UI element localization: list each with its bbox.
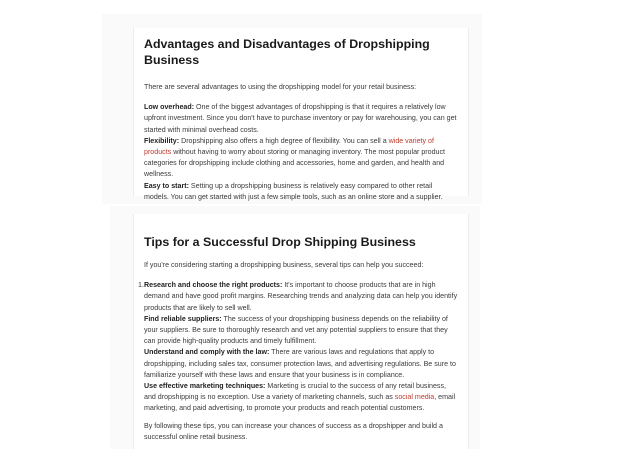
list-item-research-products (138, 280, 458, 314)
wide-variety-link[interactable]: wide variety of products (144, 136, 434, 157)
list-item-label: Find reliable suppliers: (144, 314, 222, 323)
advantages-section (133, 28, 469, 201)
list-item-text: without having to worry about storing or managing inventory. The most popular product categories for dropshipping include clothing and accessories, home and garden, and health and wellness. (144, 148, 446, 179)
list-item-easy-to-start (144, 181, 458, 203)
list-item-text: , email marketing, and paid advertising, to promote your products and reach potential customers. (144, 393, 456, 413)
list-item-label: Low overhead: (144, 103, 195, 112)
list-item-low-overhead (144, 102, 458, 136)
list-item-number: 1. (138, 281, 144, 290)
list-item-text: It's important to choose products that are in high demand and have good profit margins. Researching trends and analyzing data can help you identify products that are likely to sell well. (144, 281, 458, 312)
section-heading-advantages: Advantages and Disadvantages of Dropshipping Business (144, 37, 430, 67)
list-item-text: Dropshipping also offers a high degree of flexibility. You can sell a (179, 136, 389, 145)
list-item-label: Use effective marketing techniques: (144, 382, 266, 391)
list-item-text: Marketing is crucial to the success of any retail business, and dropshipping is no exception. Use a variety of marketing channels, such as (144, 382, 446, 402)
list-item-reliable-suppliers (144, 314, 458, 348)
list-item-text: There are various laws and regulations that apply to dropshipping, including sales tax, consumer protection laws, and advertising regulations. Be sure to familiarize yourself with these laws and ensure that your business is in compliance. (144, 348, 456, 379)
list-item-flexibility (144, 136, 458, 181)
list-item-label: Easy to start: (144, 181, 189, 190)
advantages-list (144, 102, 458, 203)
list-item-text: One of the biggest advantages of dropshipping is that it requires a relatively low upfront investment. Since you don't have to purchase inventory or pay for warehousing, you can get started with minimal overhead costs. (144, 103, 457, 134)
list-item-comply-law (144, 347, 458, 381)
list-item-text: The success of your dropshipping business depends on the reliability of your suppliers. Be sure to thoroughly research and vet any potential suppliers to ensure that they can provide high-quality products and timely fulfillment. (144, 314, 448, 346)
tips-intro: If you're considering starting a dropshipping business, several tips can help you succeed: (144, 261, 424, 269)
section-heading-tips: Tips for a Successful Drop Shipping Business (144, 235, 416, 249)
list-item-label: Understand and comply with the law: (144, 348, 270, 357)
list-item-label: Research and choose the right products: (144, 281, 283, 290)
tips-list (138, 280, 458, 414)
social-media-link[interactable]: social media (394, 393, 435, 402)
tips-section (133, 214, 469, 449)
list-item-marketing (144, 381, 458, 415)
advantages-intro: There are several advantages to using the dropshipping model for your retail business: (144, 83, 417, 91)
tips-closing: By following these tips, you can increase your chances of success as a dropshipper and build a successful online retail business. (144, 421, 443, 441)
list-item-label: Flexibility: (144, 136, 180, 145)
list-item-text: Setting up a dropshipping business is relatively easy compared to other retail models. You can get started with just a few simple tools, such as an online store and a supplier. (144, 181, 443, 201)
